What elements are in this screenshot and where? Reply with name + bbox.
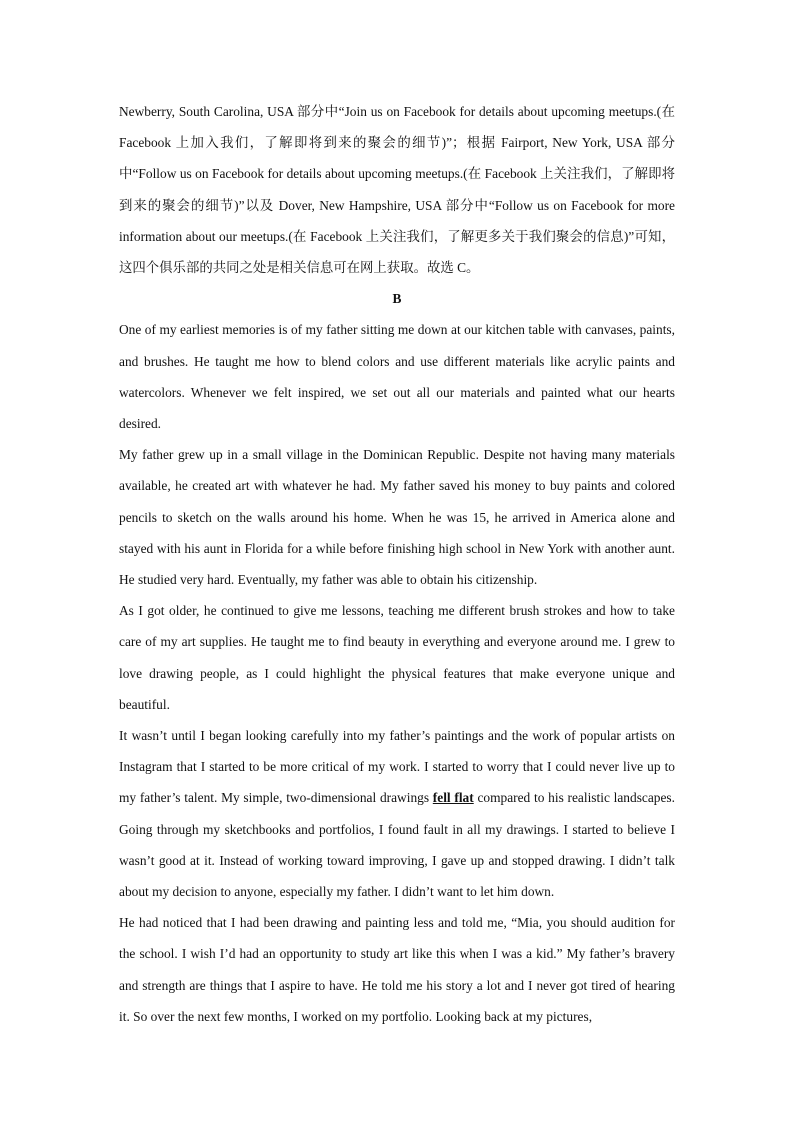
paragraph-4-text-after: compared to his realistic landscapes. Going through my sketchbooks and portfolios, I found fault in all my drawings. I started to believe I wasn’t good at it. Instead of working toward improving, I gave up and stopped drawing. I didn’t talk about my decision to anyone, especially my father. I didn’t want to let him down. [119, 790, 675, 900]
section-heading-b: B [392, 291, 402, 307]
passage-paragraph-1: One of my earliest memories is of my father sitting me down at our kitchen table with canvases, paints, and brushes. He taught me how to blend colors and use different materials like acrylic paints and watercolors. Whenever we felt inspired, we set out all our materials and painted what our hearts desired. [119, 322, 675, 432]
document-body [119, 96, 675, 1032]
passage-paragraph-4 [119, 720, 675, 907]
paragraph-4-text-before: It wasn’t until I began looking carefully into my father’s paintings and the work of popular artists on Instagram that I started to be more critical of my work. I started to worry that I could never live up to my father’s talent. My simple, two-dimensional drawings [119, 728, 675, 806]
answer-explanation-paragraph: Newberry, South Carolina, USA 部分中“Join us on Facebook for details about upcoming meetups.(在 Facebook 上加入我们，了解即将到来的聚会的细节)”；根据 Fairport, New York, USA 部分中“Follow us on Facebook for details about upcoming meetups.(在 Facebook 上关注我们，了解即将到来的聚会的细节)”以及 Dover, New Hampshire, USA 部分中“Follow us on Facebook for more information about our meetups.(在 Facebook 上关注我们，了解更多关于我们聚会的信息)”可知，这四个俱乐部的共同之处是相关信息可在网上获取。故选 C。 [119, 104, 675, 276]
underlined-phrase-fell-flat: fell flat [432, 790, 474, 806]
passage-paragraph-3: As I got older, he continued to give me lessons, teaching me different brush strokes and how to take care of my art supplies. He taught me to find beauty in everything and everyone around me. I grew to love drawing people, as I could highlight the physical features that make everyone unique and beautiful. [119, 603, 675, 712]
passage-paragraph-5: He had noticed that I had been drawing and painting less and told me, “Mia, you should audition for the school. I wish I’d had an opportunity to study art like this when I was a kid.” My father’s bravery and strength are things that I aspire to have. He told me his story a lot and I never got tired of hearing it. So over the next few months, I worked on my portfolio. Looking back at my pictures, [119, 915, 675, 1024]
passage-paragraph-2: My father grew up in a small village in the Dominican Republic. Despite not having many materials available, he created art with whatever he had. My father saved his money to buy paints and colored pencils to sketch on the walls around his home. When he was 15, he arrived in America alone and stayed with his aunt in Florida for a while before finishing high school in New York with another aunt. He studied very hard. Eventually, my father was able to obtain his citizenship. [119, 447, 675, 588]
